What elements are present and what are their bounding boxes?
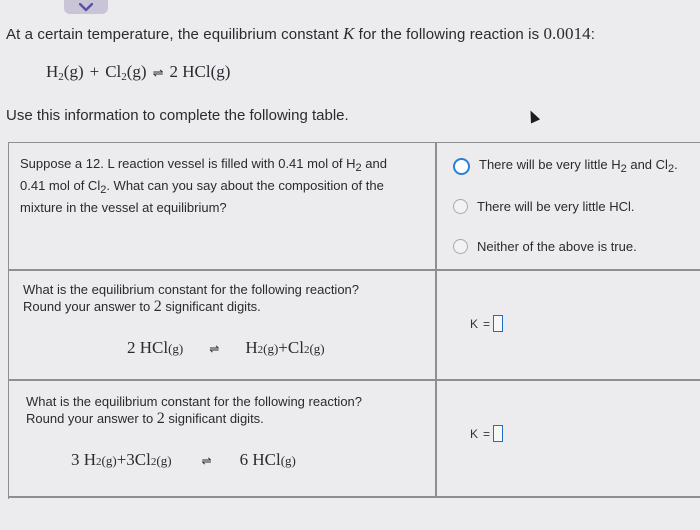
q1-text-b: and <box>361 156 387 171</box>
main-reaction <box>46 62 230 83</box>
equilibrium-arrow-icon: ⇌ <box>152 65 164 80</box>
radio-button[interactable] <box>453 158 470 175</box>
k-label: K <box>470 426 479 441</box>
radio-button[interactable] <box>453 199 468 214</box>
option-little-hcl[interactable] <box>453 199 635 214</box>
q1-sub-a: 2 <box>355 162 362 174</box>
k-input[interactable] <box>493 425 503 442</box>
row-divider <box>9 379 700 381</box>
cl2-symbol: Cl <box>105 62 122 81</box>
reactant: 2 HCl <box>127 338 169 357</box>
h2-symbol: H <box>245 338 258 357</box>
cl2-term: 3Cl <box>126 450 151 469</box>
h2-term: 3 H <box>71 450 97 469</box>
h2-subscript: 2 <box>257 344 264 356</box>
plus-sign: + <box>89 62 100 81</box>
k-answer-row2 <box>470 315 503 332</box>
h2-subscript: 2 <box>58 71 64 83</box>
q1-text-d: . What can you say about the composition of the <box>106 178 384 193</box>
cl2-subscript: 2 <box>303 344 310 356</box>
cl2-subscript: 2 <box>121 71 127 83</box>
q2-line2a: Round your answer to <box>23 299 154 314</box>
h2-state: (g) <box>63 62 84 81</box>
equals-sign: = <box>483 426 491 441</box>
reverse-reaction <box>127 338 325 358</box>
h2-state: (g) <box>101 453 117 468</box>
row-divider <box>9 269 700 271</box>
cl2-state: (g) <box>309 341 325 356</box>
equals-sign: = <box>483 316 491 331</box>
q2-line1: What is the equilibrium constant for the following reaction? <box>23 282 360 297</box>
equilibrium-arrow-icon: ⇌ <box>201 454 212 468</box>
h2-subscript: 2 <box>96 456 102 468</box>
q3-line2b: significant digits. <box>164 411 264 426</box>
q1-text-c: 0.41 mol of Cl <box>20 178 101 193</box>
product-state: (g) <box>280 453 296 468</box>
cl2-state: (g) <box>156 453 172 468</box>
intro-middle: for the following reaction is <box>354 26 544 43</box>
equilibrium-arrow-icon: ⇌ <box>209 342 220 356</box>
option-neither[interactable] <box>453 239 637 254</box>
q1-sub-b: 2 <box>100 184 107 196</box>
q1-text-e: mixture in the vessel at equilibrium? <box>20 200 227 215</box>
answer-table <box>8 142 700 499</box>
problem-statement <box>6 24 595 44</box>
intro-suffix: : <box>590 26 596 43</box>
radio-button[interactable] <box>453 239 468 254</box>
option-label: Neither of the above is true. <box>477 239 637 254</box>
product: 2 HCl(g) <box>169 62 231 81</box>
intro-prefix: At a certain temperature, the equilibrium constant <box>6 26 343 43</box>
k-value: 0.0014 <box>543 24 591 43</box>
cl2-symbol: Cl <box>287 338 304 357</box>
q2-line2b: significant digits. <box>161 299 261 314</box>
question-composition <box>20 155 430 216</box>
k-answer-row3 <box>470 425 503 442</box>
sig-digits: 2 <box>156 410 165 427</box>
plus-sign: + <box>116 450 127 469</box>
k-symbol: K <box>342 24 355 43</box>
reactant-state: (g) <box>168 341 184 356</box>
h2-state: (g) <box>263 341 279 356</box>
q3-line2a: Round your answer to <box>26 411 157 426</box>
option-label: There will be very little HCl. <box>477 199 635 214</box>
plus-sign: + <box>278 338 288 357</box>
product: 6 HCl <box>239 450 281 469</box>
option-label: There will be very little $H_2$ and $Cl_2$. <box>479 157 678 175</box>
k-input[interactable] <box>493 315 503 332</box>
q3-line1: What is the equilibrium constant for the following reaction? <box>26 394 363 409</box>
column-divider <box>435 143 437 497</box>
cl2-subscript: 2 <box>150 456 157 468</box>
question-scaled-k <box>26 393 426 427</box>
question-reverse-k <box>23 281 423 315</box>
sig-digits: 2 <box>153 298 162 315</box>
cl2-state: (g) <box>126 62 147 81</box>
mouse-cursor-icon <box>526 108 540 123</box>
q1-text-a: Suppose a 12. L reaction vessel is filled with 0.41 mol of H <box>20 156 356 171</box>
option-little-reactants[interactable] <box>453 157 678 175</box>
h2-symbol: H <box>46 62 59 81</box>
instruction-text: Use this information to complete the following table. <box>6 107 349 124</box>
k-label: K <box>470 316 479 331</box>
scaled-reaction <box>71 450 296 470</box>
row-divider <box>9 496 700 498</box>
chevron-down-icon[interactable] <box>64 0 108 14</box>
